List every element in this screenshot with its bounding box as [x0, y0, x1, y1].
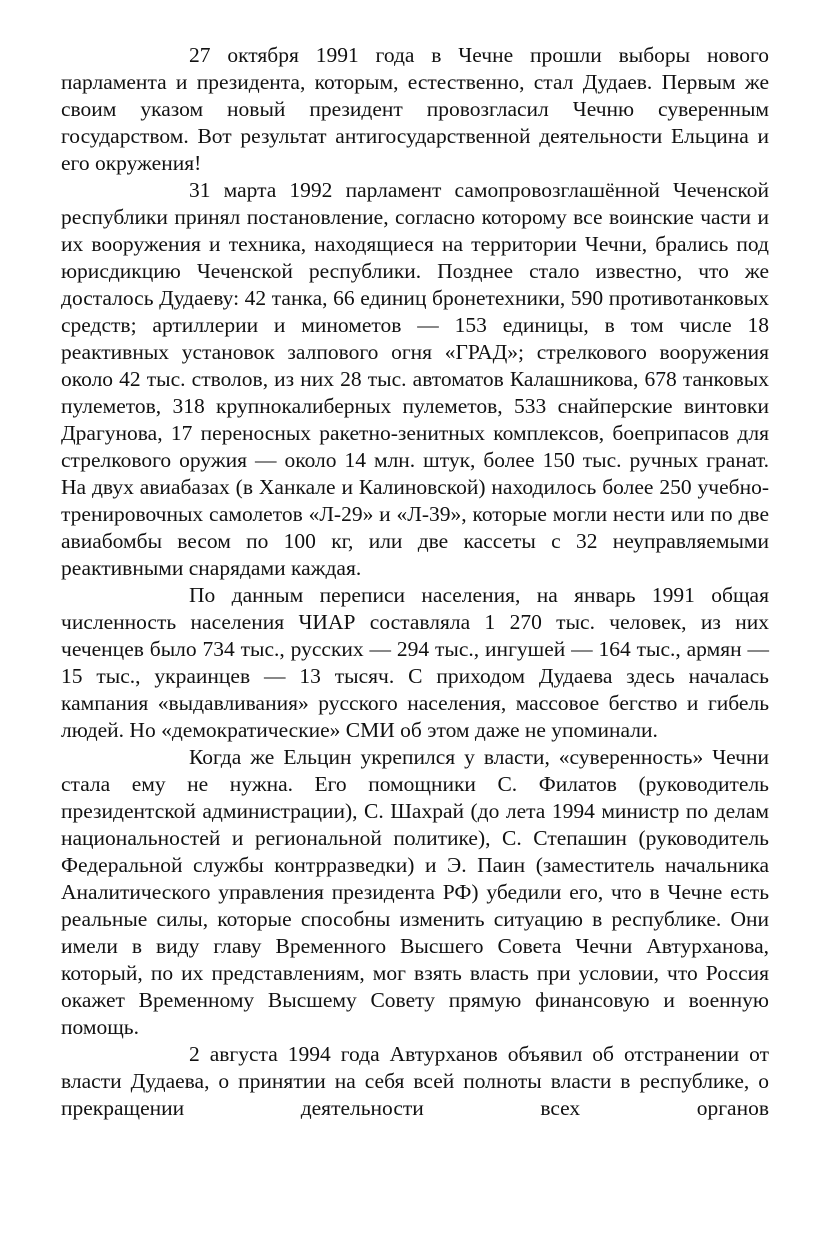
paragraph-census-1991: По данным переписи населения, на январь 1991 общая численность населения ЧИАР составляла 1 270 тыс. человек, из них чеченцев было 734 тыс., русских — 294 тыс., ингушей — 164 тыс., армян — 15 тыс., украинцев — 13 тысяч. С приходом Дудаева здесь началась кампания «выдавливания» русского населения, массовое бегство и гибель людей. Но «демократические» СМИ об этом даже не упоминали. [61, 583, 769, 742]
paragraph-avturkhanov-1994: 2 августа 1994 года Автурханов объявил об отстранении от власти Дудаева, о принятии на себя всей полноты власти в республике, о прекращении деятельности всех органов [61, 1042, 769, 1120]
paragraph-elections-1991: 27 октября 1991 года в Чечне прошли выборы нового парламента и президента, которым, естественно, стал Дудаев. Первым же своим указом новый президент провозгласил Чечню суверенным государством. Вот результат антигосударственной деятельности Ельцина и его окружения! [61, 43, 769, 175]
paragraph-weapons-1992: 31 марта 1992 парламент самопровозглашённой Чеченской республики принял постановление, согласно которому все воинские части и их вооружения и техника, находящиеся на территории Чечни, брались под юрисдикцию Чеченской республики. Позднее стало известно, что же досталось Дудаеву: 42 танка, 66 единиц бронетехники, 590 противотанковых средств; артиллерии и минометов — 153 единицы, в том числе 18 реактивных установок залпового огня «ГРАД»; стрелкового вооружения около 42 тыс. стволов, из них 28 тыс. автоматов Калашникова, 678 танковых пулеметов, 318 крупнокалиберных пулеметов, 533 снайперские винтовки Драгунова, 17 переносных ракетно-зенитных комплексов, боеприпасов для стрелкового оружия — около 14 млн. штук, более 150 тыс. ручных гранат. На двух авиабазах (в Ханкале и Калиновской) находилось более 250 учебно-тренировочных самолетов «Л-29» и «Л-39», которые могли нести или по две авиабомбы весом по 100 кг, или две кассеты с 32 неуправляемыми реактивными снарядами каждая. [61, 178, 769, 580]
document-page [61, 42, 769, 1122]
paragraph-yeltsin-advisers: Когда же Ельцин укрепился у власти, «суверенность» Чечни стала ему не нужна. Его помощники С. Филатов (руководитель президентской администрации), С. Шахрай (до лета 1994 министр по делам национальностей и региональной политике), С. Степашин (руководитель Федеральной службы контрразведки) и Э. Паин (заместитель начальника Аналитического управления президента РФ) убедили его, что в Чечне есть реальные силы, которые способны изменить ситуацию в республике. Они имели в виду главу Временного Высшего Совета Чечни Автурханова, который, по их представлениям, мог взять власть при условии, что Россия окажет Временному Высшему Совету прямую финансовую и военную помощь. [61, 745, 769, 1039]
